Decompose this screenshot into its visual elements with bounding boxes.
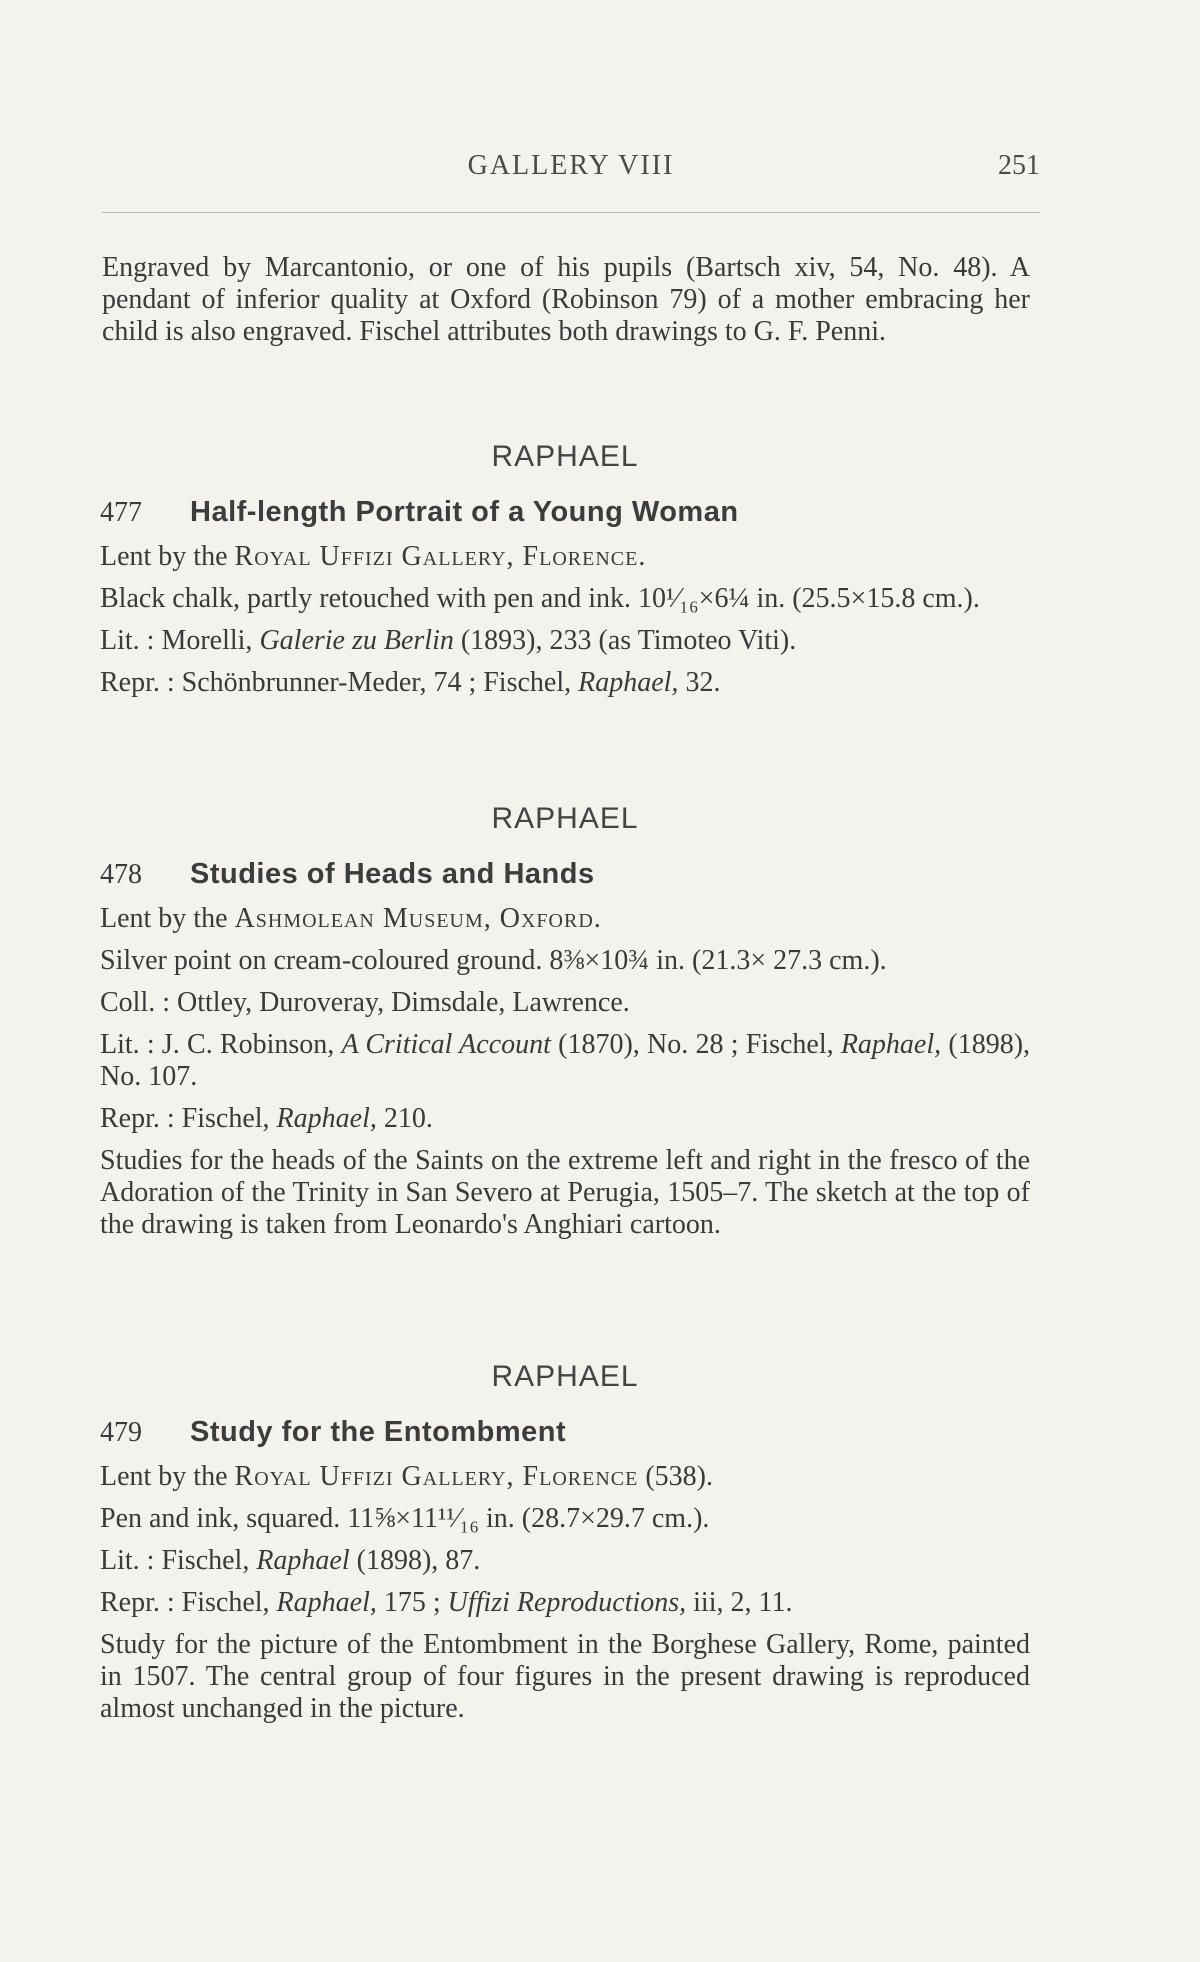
lent-prefix: Lent by the (100, 541, 228, 572)
page-number: 251 (998, 150, 1040, 181)
repr-prefix: Repr. : Fischel, (100, 1587, 270, 1618)
header-rule (102, 212, 1040, 213)
entry-number: 477 (100, 497, 142, 528)
reproduction-line (100, 1587, 1030, 1619)
lit-title-2: Raphael, (840, 1029, 942, 1060)
running-title: GALLERY VIII (467, 150, 675, 181)
lender-line (100, 903, 1030, 935)
note-paragraph: Study for the picture of the Entombment in the Borghese Gallery, Rome, painted in 1507. The central group of four figures in the present drawing is reproduced almost unchanged in the picture. (100, 1629, 1030, 1724)
reproduction-line (100, 667, 1030, 699)
catalogue-entry-479 (100, 1360, 1030, 1735)
entry-headline (100, 858, 1030, 891)
entry-headline (100, 1416, 1030, 1449)
lender-name: Ashmolean Museum, Oxford. (234, 903, 602, 934)
lender-line (100, 1461, 1030, 1493)
medium-line: Silver point on cream-coloured ground. 8⅜×10¾ in. (21.3× 27.3 cm.). (100, 945, 887, 976)
entry-number: 479 (100, 1417, 142, 1448)
entry-headline (100, 496, 1030, 529)
catalogue-entry-478 (100, 802, 1030, 1251)
repr-title: Raphael, (276, 1103, 377, 1134)
medium-line: Black chalk, partly retouched with pen and ink. 10¹⁄₁₆×6¼ in. (25.5×15.8 cm.). (100, 583, 980, 614)
repr-title: Raphael, (578, 667, 679, 698)
repr-title: Raphael, (276, 1587, 377, 1618)
lit-suffix: (1898), 87. (356, 1545, 481, 1576)
lender-name: Royal Uffizi Gallery, Florence. (234, 541, 647, 572)
artist-heading: RAPHAEL (491, 1360, 639, 1393)
entry-title: Studies of Heads and Hands (190, 858, 595, 890)
lit-suffix: (1898), No. 107. (100, 1029, 1031, 1092)
lit-title: Galerie zu Berlin (259, 625, 454, 656)
lender-name: Royal Uffizi Gallery, Florence (234, 1461, 639, 1492)
medium-line: Pen and ink, squared. 11⅝×11¹¹⁄₁₆ in. (28.7×29.7 cm.). (100, 1503, 710, 1534)
catalogue-entry-477 (100, 440, 1030, 709)
lit-prefix: Lit. : Morelli, (100, 625, 253, 656)
repr-title-2: Uffizi Reproductions, (447, 1587, 687, 1618)
repr-suffix: 32. (685, 667, 721, 698)
reproduction-line (100, 1103, 1030, 1135)
lit-suffix: (1893), 233 (as Timoteo Viti). (460, 625, 797, 656)
entry-title: Study for the Entombment (190, 1416, 567, 1448)
repr-suffix: iii, 2, 11. (693, 1587, 793, 1618)
repr-suffix: 210. (383, 1103, 433, 1134)
repr-middle: 175 ; (383, 1587, 441, 1618)
literature-line (100, 1545, 1030, 1577)
running-head (102, 150, 1040, 190)
lit-prefix: Lit. : Fischel, (100, 1545, 250, 1576)
entry-number: 478 (100, 859, 142, 890)
lent-prefix: Lent by the (100, 903, 228, 934)
literature-line (100, 625, 1030, 657)
lit-title: A Critical Account (341, 1029, 551, 1060)
collection-line: Coll. : Ottley, Duroveray, Dimsdale, Lawrence. (100, 987, 630, 1018)
lit-middle: (1870), No. 28 ; Fischel, (558, 1029, 834, 1060)
lit-prefix: Lit. : J. C. Robinson, (100, 1029, 335, 1060)
intro-paragraph: Engraved by Marcantonio, or one of his pupils (Bartsch xiv, 54, No. 48). A pendant of inferior quality at Oxford (Robinson 79) of a mother embracing her child is also engraved. Fischel attributes both drawings to G. F. Penni. (102, 252, 1030, 347)
literature-line (100, 1029, 1030, 1093)
lender-line (100, 541, 1030, 573)
entry-title: Half-length Portrait of a Young Woman (190, 496, 739, 528)
lender-suffix: (538). (645, 1461, 713, 1492)
lit-title: Raphael (256, 1545, 350, 1576)
repr-prefix: Repr. : Fischel, (100, 1103, 270, 1134)
repr-prefix: Repr. : Schönbrunner-Meder, 74 ; Fischel, (100, 667, 572, 698)
note-paragraph: Studies for the heads of the Saints on the extreme left and right in the fresco of the Adoration of the Trinity in San Severo at Perugia, 1505–7. The sketch at the top of the drawing is taken from Leonardo's Anghiari cartoon. (100, 1145, 1030, 1240)
artist-heading: RAPHAEL (491, 802, 639, 835)
lent-prefix: Lent by the (100, 1461, 228, 1492)
artist-heading: RAPHAEL (491, 440, 639, 473)
